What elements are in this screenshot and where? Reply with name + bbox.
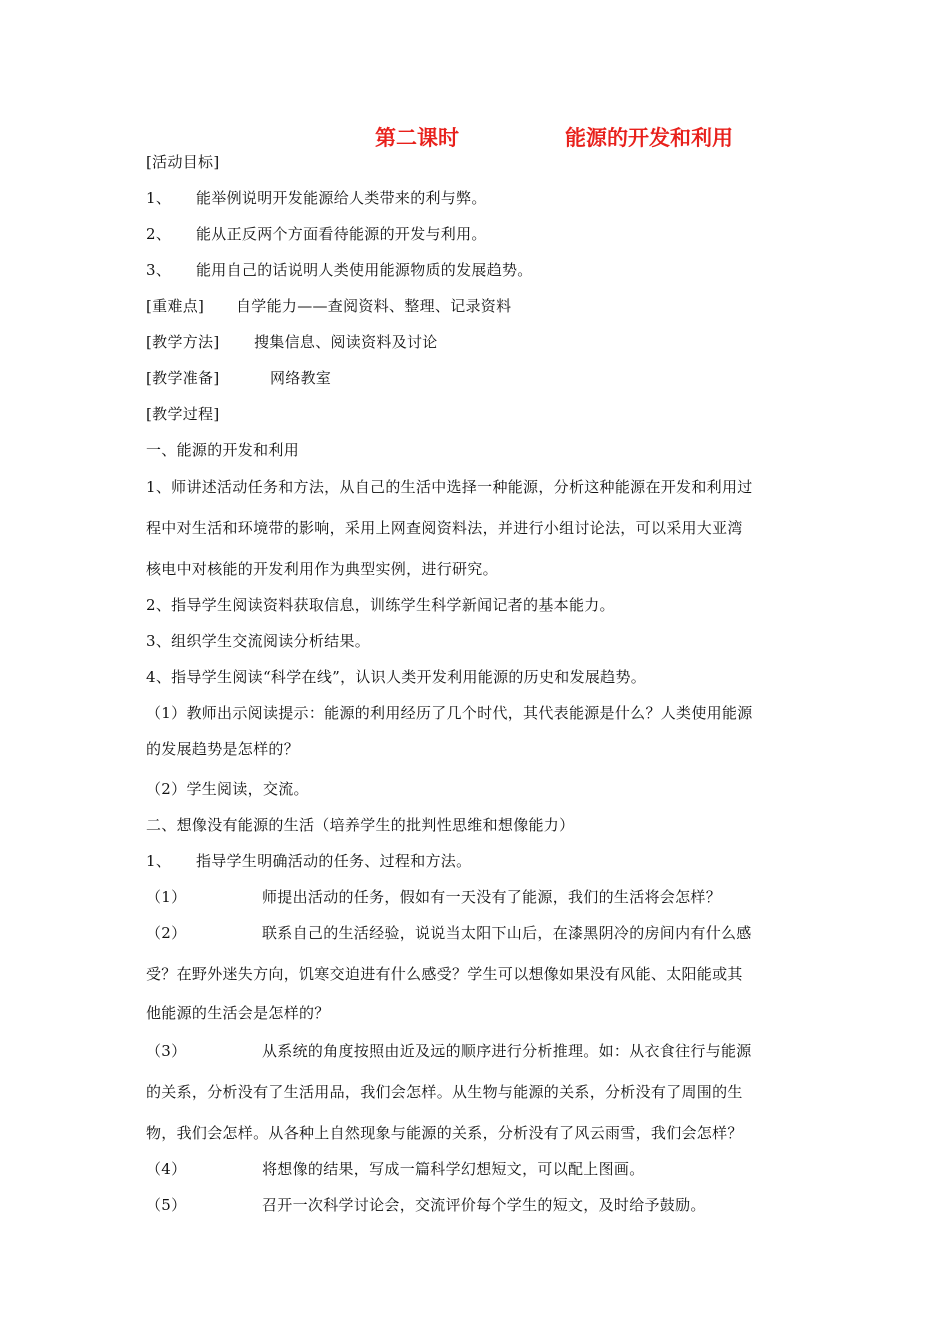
teaching-prep-label: [教学准备] [146, 369, 220, 387]
section-2-item-5-text: 召开一次科学讨论会，交流评价每个学生的短文，及时给予鼓励。 [262, 1196, 706, 1214]
step-1-line-2: 程中对生活和环境带的影响，采用上网查阅资料法，并进行小组讨论法，可以采用大亚湾 [146, 519, 743, 537]
goal-item-3-text: 能用自己的话说明人类使用能源物质的发展趋势。 [196, 261, 533, 279]
teaching-method-text: 搜集信息、阅读资料及讨论 [254, 333, 438, 351]
section-2-item-1-number: （1） [146, 888, 187, 906]
step-4-sub-2: （2）学生阅读，交流。 [146, 780, 309, 798]
key-points [146, 296, 511, 316]
goal-header: [活动目标] [146, 153, 220, 171]
step-4-sub-1-line-1: （1）教师出示阅读提示：能源的利用经历了几个时代，其代表能源是什么？人类使用能源 [146, 704, 753, 722]
goal-item-3 [146, 260, 533, 280]
key-points-text: 自学能力——查阅资料、整理、记录资料 [236, 297, 512, 315]
goal-item-1 [146, 188, 487, 208]
teaching-method-label: [教学方法] [146, 333, 220, 351]
section-2-heading: 二、想像没有能源的生活（培养学生的批判性思维和想像能力） [146, 816, 575, 834]
section-2-item-4 [146, 1159, 645, 1179]
step-4-sub-1-line-2: 的发展趋势是怎样的？ [146, 740, 300, 758]
section-2-item-3-text: 从系统的角度按照由近及远的顺序进行分析推理。如：从衣食往行与能源 [262, 1042, 752, 1060]
step-4: 4、指导学生阅读“科学在线”，认识人类开发利用能源的历史和发展趋势。 [146, 668, 647, 686]
step-1-line-1: 1、师讲述活动任务和方法，从自己的生活中选择一种能源，分析这种能源在开发和利用过 [146, 478, 753, 496]
section-2-step-1-number: 1、 [146, 852, 172, 870]
goal-item-2-text: 能从正反两个方面看待能源的开发与利用。 [196, 225, 487, 243]
section-2-item-1-text: 师提出活动的任务，假如有一天没有了能源，我们的生活将会怎样？ [262, 888, 722, 906]
section-2-item-2-text: 联系自己的生活经验，说说当太阳下山后，在漆黑阴冷的房间内有什么感 [262, 924, 752, 942]
teaching-method [146, 332, 438, 352]
section-2-item-3-line-3: 物，我们会怎样。从各种上自然现象与能源的关系，分析没有了风云雨雪，我们会怎样？ [146, 1124, 743, 1142]
section-2-item-3-line-2: 的关系，分析没有了生活用品，我们会怎样。从生物与能源的关系，分析没有了周围的生 [146, 1083, 743, 1101]
teaching-prep [146, 368, 331, 388]
section-2-item-4-text: 将想像的结果，写成一篇科学幻想短文，可以配上图画。 [262, 1160, 645, 1178]
title-lesson: 第二课时 [375, 126, 459, 150]
goal-item-1-text: 能举例说明开发能源给人类带来的利与弊。 [196, 189, 487, 207]
section-2-item-3-number: （3） [146, 1042, 187, 1060]
process-header: [教学过程] [146, 405, 220, 423]
step-1-line-3: 核电中对核能的开发利用作为典型实例，进行研究。 [146, 560, 498, 578]
key-points-label: [重难点] [146, 297, 205, 315]
title-topic: 能源的开发和利用 [565, 126, 733, 150]
section-2-item-4-number: （4） [146, 1160, 187, 1178]
section-2-item-5-number: （5） [146, 1196, 187, 1214]
goal-item-2-number: 2、 [146, 225, 172, 243]
section-2-item-5 [146, 1195, 706, 1215]
section-2-item-2-number: （2） [146, 924, 187, 942]
section-2-item-2-line-2: 受？在野外迷失方向，饥寒交迫进有什么感受？学生可以想像如果没有风能、太阳能或其 [146, 965, 743, 983]
section-2-step-1-text: 指导学生明确活动的任务、过程和方法。 [196, 852, 472, 870]
teaching-prep-text: 网络教室 [270, 369, 332, 387]
section-2-item-2 [146, 923, 752, 943]
section-1-heading: 一、能源的开发和利用 [146, 441, 300, 459]
section-2-item-2-line-3: 他能源的生活会是怎样的？ [146, 1004, 330, 1022]
section-2-step-1 [146, 851, 471, 871]
goal-item-2 [146, 224, 487, 244]
section-2-item-1 [146, 887, 721, 907]
section-2-item-3 [146, 1041, 752, 1061]
goal-item-1-number: 1、 [146, 189, 172, 207]
step-2: 2、指导学生阅读资料获取信息，训练学生科学新闻记者的基本能力。 [146, 596, 615, 614]
step-3: 3、组织学生交流阅读分析结果。 [146, 632, 371, 650]
goal-item-3-number: 3、 [146, 261, 172, 279]
